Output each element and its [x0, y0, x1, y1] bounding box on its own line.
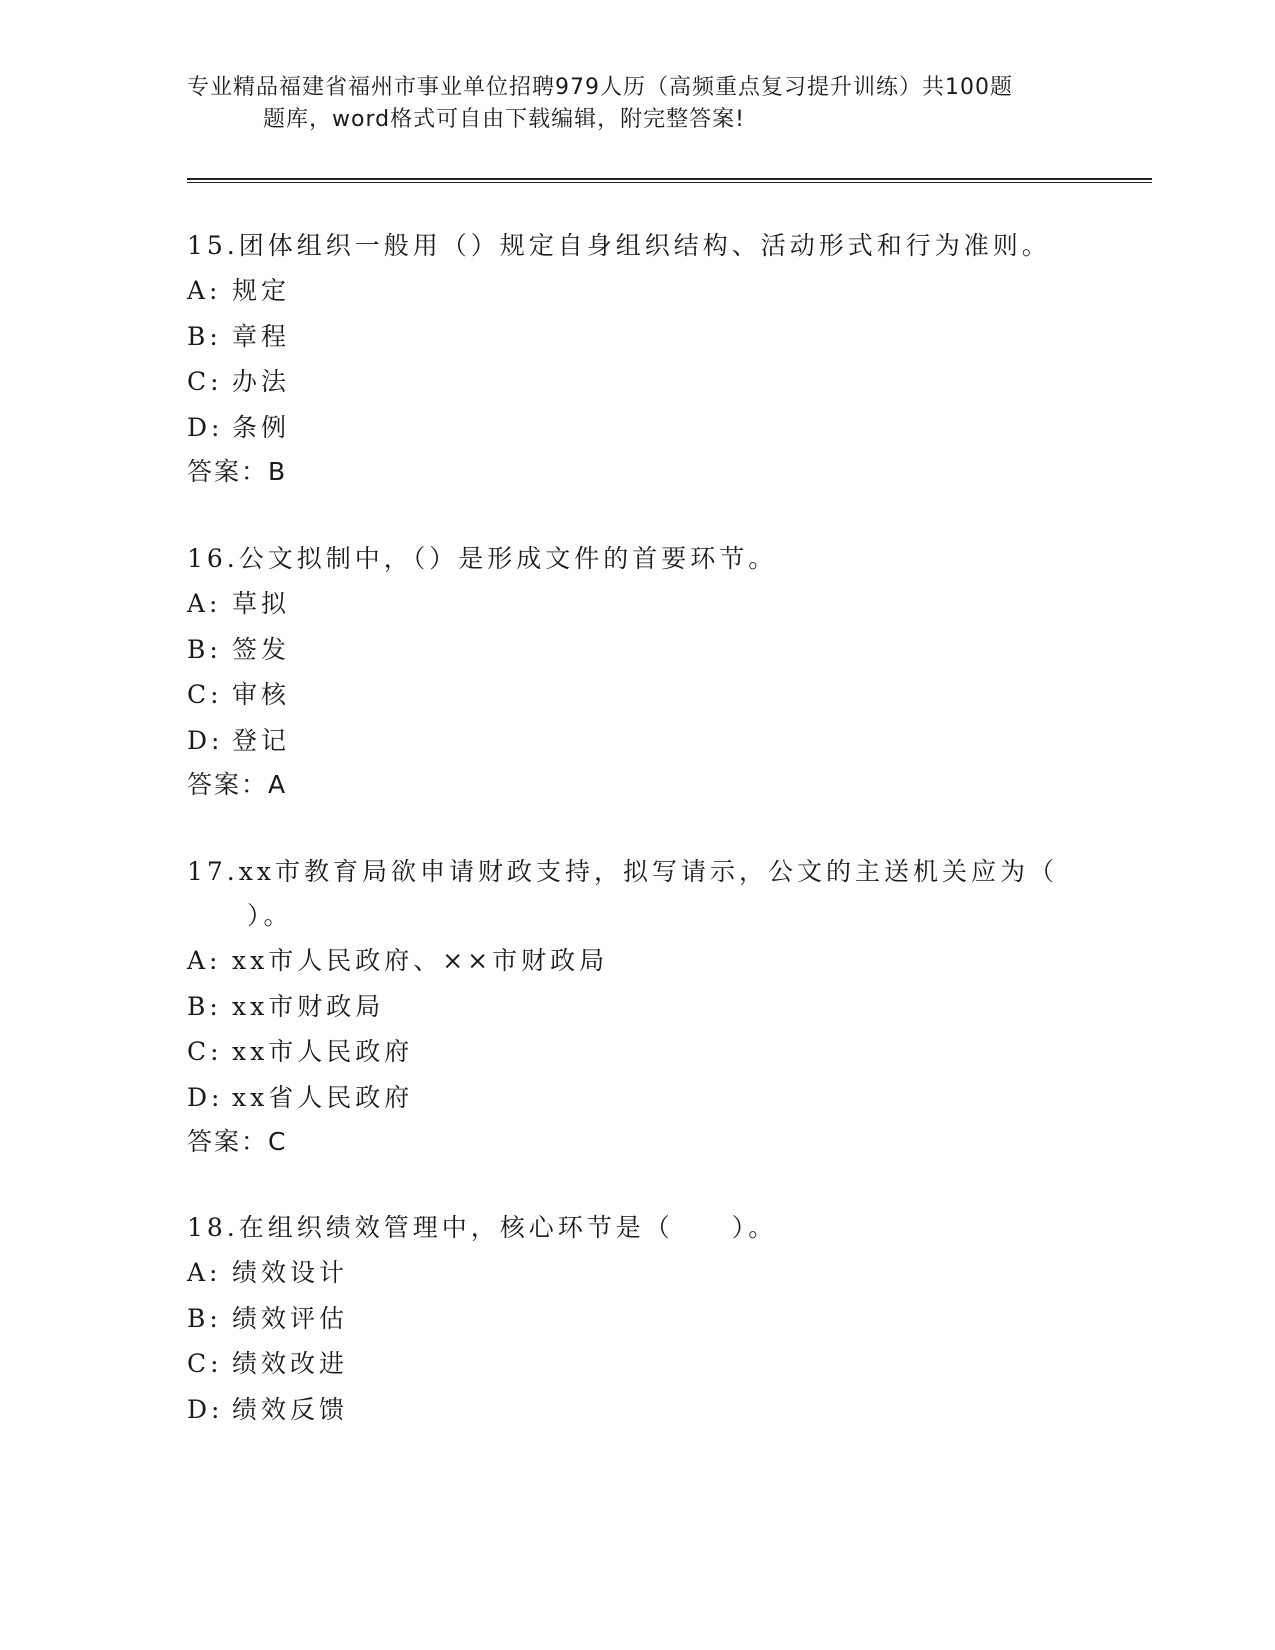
option-c — [187, 1341, 1087, 1387]
answer-line: 答案：C — [187, 1127, 288, 1156]
option-text: 规定 — [232, 276, 291, 305]
option-key: D: — [187, 1394, 224, 1424]
option-b — [187, 314, 1087, 360]
option-text: 绩效改进 — [232, 1349, 349, 1378]
option-key: B: — [187, 634, 222, 664]
option-key: A: — [187, 946, 222, 975]
option-key: A: — [187, 589, 222, 618]
option-text: 审核 — [232, 680, 291, 709]
header-divider — [187, 178, 1152, 183]
question-stem-text: 17.xx市教育局欲申请财政支持，拟写请示，公文的主送机关应为（ — [187, 857, 1058, 886]
option-text: xx省人民政府 — [232, 1082, 414, 1112]
option-text: 签发 — [232, 634, 291, 664]
option-key: A: — [187, 276, 222, 305]
option-key: B: — [187, 1303, 222, 1333]
question-15 — [187, 224, 1087, 494]
question-stem: 18.在组织绩效管理中，核心环节是（ ）。 — [187, 1213, 778, 1242]
option-a — [187, 581, 1087, 627]
option-b — [187, 1296, 1087, 1342]
option-text: xx市人民政府 — [232, 1037, 414, 1066]
option-d — [187, 718, 1087, 764]
option-key: C: — [187, 1037, 223, 1066]
option-key: C: — [187, 1349, 223, 1378]
question-16 — [187, 537, 1087, 807]
option-a — [187, 938, 1087, 984]
option-text: 条例 — [232, 412, 291, 442]
option-d — [187, 1387, 1087, 1433]
question-17 — [187, 850, 1087, 1164]
header-title-line-2: 题库，word格式可自由下载编辑，附完整答案! — [263, 107, 745, 132]
option-text: xx市财政局 — [232, 991, 385, 1021]
answer-line: 答案：A — [187, 770, 288, 799]
option-text: 绩效反馈 — [232, 1394, 349, 1424]
option-key: D: — [187, 412, 224, 442]
option-key: C: — [187, 367, 223, 396]
document-header — [187, 72, 1087, 136]
option-key: B: — [187, 991, 222, 1021]
question-stem: 15.团体组织一般用（）规定自身组织结构、活动形式和行为准则。 — [187, 231, 1051, 260]
question-18 — [187, 1206, 1087, 1432]
question-stem-continuation: ）。 — [247, 901, 293, 930]
header-title-line-1: 专业精品福建省福州市事业单位招聘979人历（高频重点复习提升训练）共100题 — [187, 75, 1013, 100]
option-b — [187, 984, 1087, 1030]
option-key: A: — [187, 1258, 222, 1287]
option-c — [187, 1029, 1087, 1075]
option-key: D: — [187, 1082, 224, 1112]
option-text: 绩效评估 — [232, 1303, 349, 1333]
option-text: 办法 — [232, 367, 291, 396]
option-key: C: — [187, 680, 223, 709]
option-a — [187, 1250, 1087, 1296]
question-stem: 16.公文拟制中，（）是形成文件的首要环节。 — [187, 544, 778, 573]
option-text: 登记 — [232, 725, 291, 755]
option-c — [187, 672, 1087, 718]
option-d — [187, 405, 1087, 451]
answer-line: 答案：B — [187, 457, 288, 486]
option-text: xx市人民政府、××市财政局 — [232, 946, 609, 975]
option-b — [187, 627, 1087, 673]
option-text: 草拟 — [232, 589, 291, 618]
option-text: 绩效设计 — [232, 1258, 349, 1287]
question-stem — [187, 850, 1087, 938]
option-d — [187, 1075, 1087, 1121]
option-key: D: — [187, 725, 224, 755]
option-key: B: — [187, 321, 222, 351]
option-c — [187, 359, 1087, 405]
option-a — [187, 268, 1087, 314]
option-text: 章程 — [232, 321, 291, 351]
